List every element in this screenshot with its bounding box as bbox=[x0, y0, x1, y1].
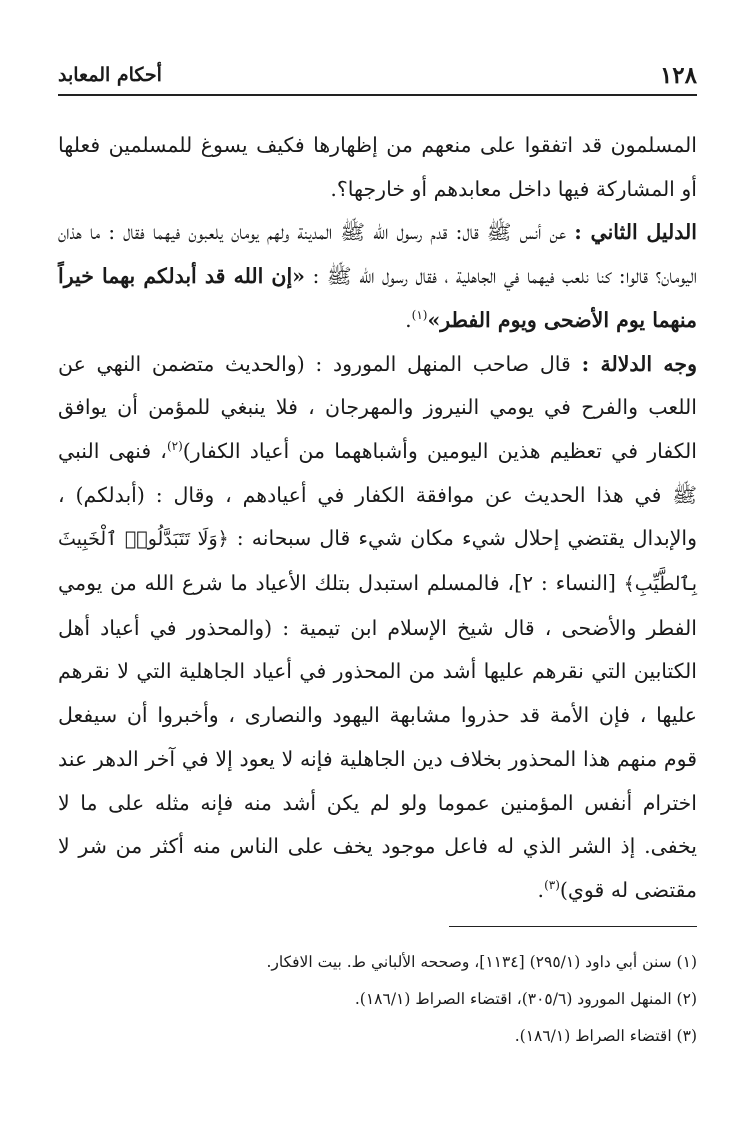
evidence-heading: وجه الدلالة : bbox=[581, 351, 697, 376]
paragraph-text: [النساء : ٢]، فالمسلم استبدل بتلك الأعياد ما شرع الله من يومي الفطر والأضحى ، قال شيخ الإسلام ابن تيمية : (والمحذور في أعياد أهل الكتابين التي نقرهم عليها أشد من المحذور في أعياد الجاهلية التي لا نقرهم عليها ، فإن الأمة قد حذروا مشابهة اليهود والنصارى ، وأخبروا أن سيفعل قوم منهم هذا المحذور بخلاف دين الجاهلية فإنه لا يعود إلا في آخر الدهر عند اخترام أنفس المؤمنين عموما ولو لم يكن أشد منه فإنه مثله على ما لا يخفى. إذ الشر الذي له فاعل موجود يخف على الناس منه أكثر من شر لا مقتضى له قوي) bbox=[58, 571, 697, 902]
page-number: ١٢٨ bbox=[659, 62, 697, 89]
running-title: أحكام المعابد bbox=[58, 64, 162, 86]
footnotes bbox=[58, 944, 697, 1055]
paragraph-text: ، فنهى النبي ﷺ في هذا الحديث عن موافقة الكفار في أعيادهم ، وقال : (أبدلكم) ، والإبدال يقتضي إحلال شيء مكان شيء قال سبحانه : bbox=[58, 438, 697, 551]
footnote-divider bbox=[449, 926, 697, 927]
quran-verse: ﴿وَلَا تَتَبَدَّلُوا۟ ٱلْخَبِيثَ بِٱلطَّيِّبِ﴾ bbox=[58, 528, 697, 596]
footnote: (١) سنن أبي داود (٢٩٥/١) [١١٣٤]، وصححه الألباني ط. بيت الافكار. bbox=[266, 953, 697, 971]
footnote: (٣) اقتضاء الصراط (١٨٦/١). bbox=[514, 1027, 697, 1045]
paragraph-3 bbox=[58, 343, 697, 913]
footnote: (٢) المنهل المورود (٣٠٥/٦)، اقتضاء الصراط (١٨٦/١). bbox=[354, 990, 697, 1008]
page-header bbox=[58, 60, 697, 96]
footnote-marker: (٢) bbox=[166, 439, 183, 454]
paragraph-text: قال صاحب المنهل المورود : (والحديث متضمن النهي عن اللعب والفرح في يومي النيروز والمهرجان ، فلا ينبغي للمؤمن أن يوافق الكفار في تعظيم هذين اليومين وأشباههما من أعياد الكفار) bbox=[58, 351, 697, 463]
paragraph-1: المسلمون قد اتفقوا على منعهم من إظهارها فكيف يسوغ للمسلمين فعلها أو المشاركة فيها داخل معابدهم أو خارجها؟. bbox=[58, 133, 697, 201]
hadith-quote: «إن الله قد أبدلكم بهما خيراً منهما يوم الأضحى ويوم الفطر» bbox=[58, 264, 697, 332]
main-text bbox=[58, 124, 697, 913]
footnote-marker: (١) bbox=[411, 307, 428, 322]
paragraph-text: . bbox=[537, 877, 545, 902]
evidence-heading: الدليل الثاني : bbox=[574, 220, 697, 245]
footnote-marker: (٣) bbox=[544, 878, 560, 893]
paragraph-2 bbox=[58, 211, 697, 342]
paragraph-text: . bbox=[405, 307, 412, 332]
paragraph-text: عن أنس ﷺ قال: قدم رسول الله ﷺ المدينة ولهم يومان يلعبون فيهما فقال : ما هذان اليومان؟ قالوا: كنا نلعب فيهما في الجاهلية ، فقال رسول الله ﷺ : bbox=[58, 220, 697, 289]
